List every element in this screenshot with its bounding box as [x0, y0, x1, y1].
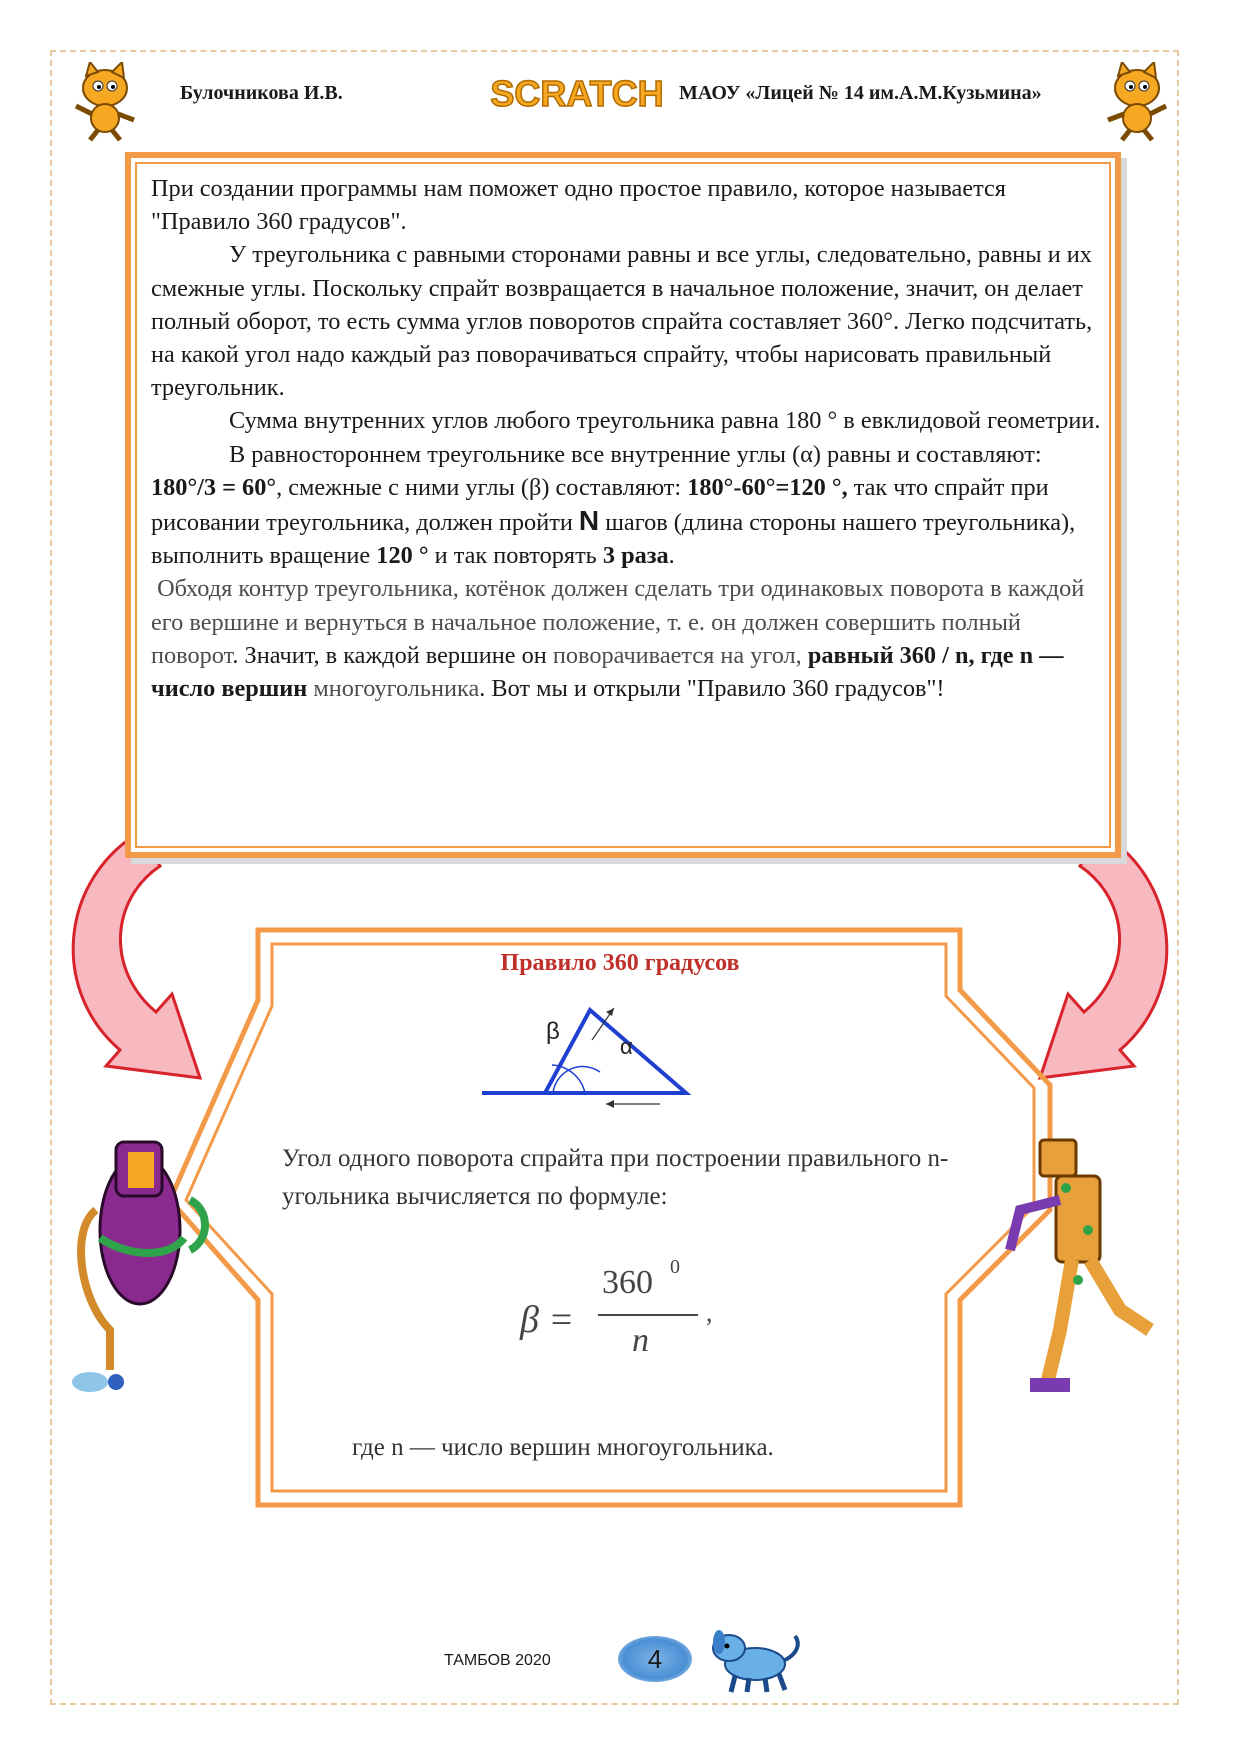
rule-title: Правило 360 градусов	[500, 950, 740, 976]
formula-60: 180°/3 = 60°	[151, 473, 277, 501]
alpha-label: α	[620, 1034, 633, 1059]
text-span: поворачивается на угол,	[552, 641, 808, 669]
left-arrow-icon	[73, 832, 200, 1078]
main-text	[151, 172, 1111, 705]
purple-robot-sprite	[72, 1142, 205, 1392]
formula-numerator: 360	[602, 1264, 653, 1301]
paragraph-intro: При создании программы нам поможет одно простое правило, которое называется "Правило 360 градусов".	[151, 175, 1006, 236]
text-span: , смежные с ними углы (β) составляют:	[276, 473, 688, 501]
paragraph-equilateral	[151, 438, 1111, 573]
text-span: и так повторять	[428, 542, 603, 570]
footer-city-year: ТАМБОВ 2020	[444, 1652, 551, 1669]
formula-where: где n — число вершин многоугольника.	[352, 1434, 774, 1461]
formula-description: Угол одного поворота спрайта при построении правильного n-угольника вычисляется по формуле:	[282, 1145, 949, 1210]
formula-120: 180°-60°=120 °,	[687, 473, 848, 501]
page-number: 4	[618, 1636, 692, 1682]
text-span: полный поворот	[151, 608, 1021, 669]
dog-icon	[705, 1626, 805, 1696]
text-span: так что спрайт при рисовании треугольника, должен пройти	[151, 473, 1049, 537]
main-text-box	[125, 152, 1121, 858]
rotation-120: 120 °	[376, 542, 429, 570]
svg-text:SCRATCH: SCRATCH	[490, 73, 664, 114]
text-span: .	[668, 542, 675, 570]
formula-denominator: n	[632, 1322, 649, 1359]
text-span: многоугольника	[313, 675, 480, 703]
repeat-3: 3 раза	[602, 542, 669, 570]
formula-degree: 0	[670, 1256, 680, 1278]
text-span: . Значит, в каждой вершине он	[232, 641, 553, 669]
paragraph-rule-discovery	[151, 572, 1111, 705]
triangle-diagram	[482, 1008, 686, 1108]
paragraph-triangle: У треугольника с равными сторонами равны и все углы, следовательно, равны и их смежные углы. Поскольку спрайт возвращается в начальное положение, значит, он делает полный оборот, то есть сумма углов поворотов спрайта составляет 360°. Легко подсчитать, на какой угол надо каждый раз поворачиваться спрайту, чтобы нарисовать правильный треугольник.	[151, 241, 1093, 402]
paragraph-angle-sum: Сумма внутренних углов любого треугольника равна 180 ° в евклидовой геометрии.	[229, 407, 1101, 435]
right-arrow-icon	[1040, 832, 1167, 1078]
formula-lhs: β =	[520, 1299, 575, 1341]
fraction-bar	[598, 1314, 698, 1316]
school-name: МАОУ «Лицей № 14 им.А.М.Кузьмина»	[679, 82, 1042, 104]
text-span: . Вот мы и открыли "Правило 360 градусов"!	[479, 675, 945, 703]
text-span: Обходя контур треугольника, котёнок должен сделать три одинаковых поворота в каждой его вершине и вернуться в начальное положение, т. е. он должен совершить	[151, 575, 1085, 636]
rule-frame	[170, 930, 1050, 1505]
rule-statement: равный 360 / n, где n — число вершин	[151, 641, 1064, 703]
text-span: шагов (длина стороны нашего треугольника), выполнить вращение	[151, 509, 1076, 570]
beta-label: β	[546, 1018, 560, 1045]
author-name: Булочникова И.В.	[180, 82, 343, 104]
orange-robot-sprite	[1010, 1140, 1150, 1392]
steps-n: N	[578, 505, 600, 537]
formula-comma: ,	[706, 1298, 713, 1327]
text-span: В равностороннем треугольнике все внутренние углы (α) равны и составляют:	[229, 440, 1042, 468]
formula	[520, 1256, 760, 1372]
